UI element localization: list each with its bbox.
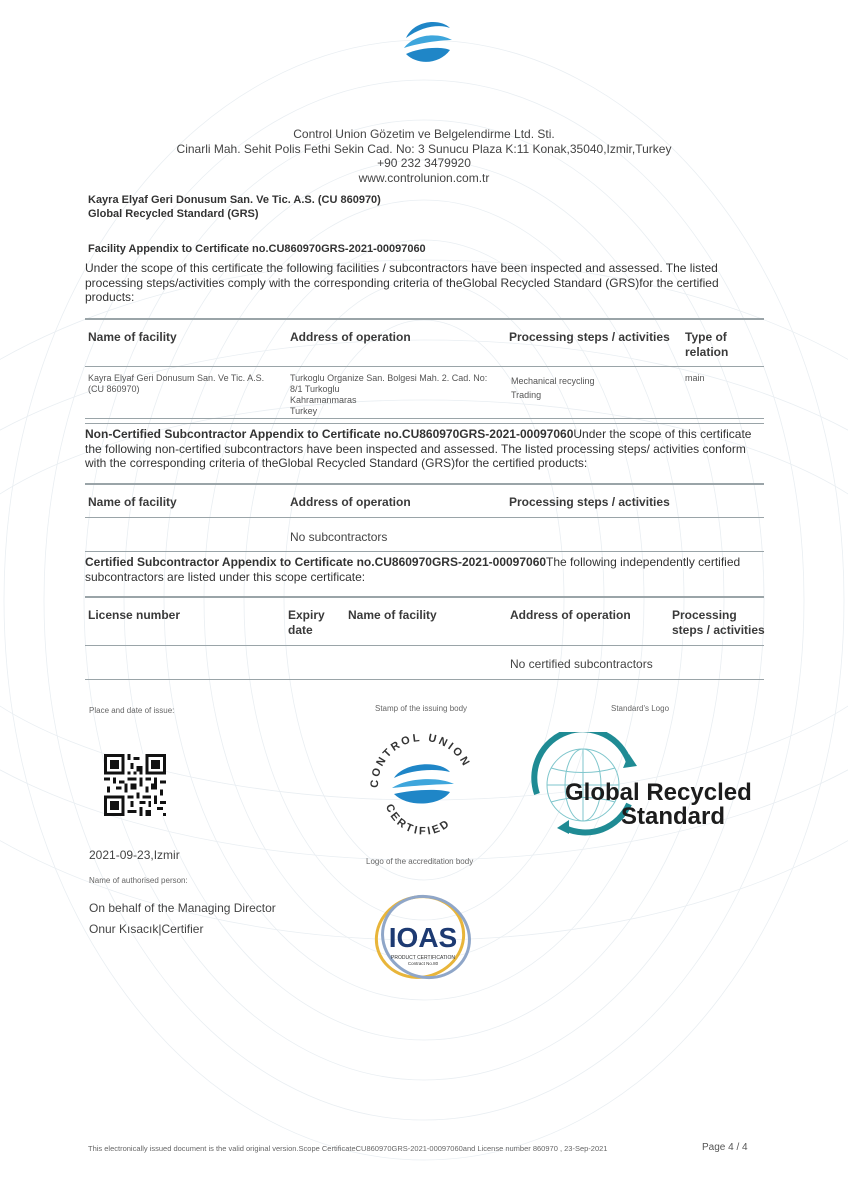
accreditation-label: Logo of the accreditation body: [366, 857, 474, 866]
col-header-expiry: Expiry date: [288, 608, 325, 637]
cert-appendix-text: subcontractors are listed under this scope certificate:: [85, 569, 366, 584]
col-header-relation: Type of relation: [685, 330, 729, 359]
no-certified-subcontractors-text: No certified subcontractors: [510, 657, 653, 671]
divider: [85, 483, 764, 485]
footer-text: This electronically issued document is the valid original version.Scope CertificateCU860970GRS-2021-00097060and License number 860970 , 23-Sep-2021: [88, 1144, 608, 1153]
address-line: Turkey: [290, 406, 318, 416]
control-union-certified-stamp: [364, 726, 479, 838]
issuer-phone: +90 232 3479920: [377, 156, 471, 170]
col-header-facility: Name of facility: [88, 330, 177, 344]
holder-name: Kayra Elyaf Geri Donusum San. Ve Tic. A.S. (CU 860970): [88, 194, 381, 206]
address-line: Turkoglu Organize San. Bolgesi Mah. 2. Cad. No:: [290, 373, 488, 383]
divider: [85, 418, 764, 419]
noncert-appendix-text: certificate the following non-certified subcontractors have been inspected and assessed. The listed processing steps/ activities conform with the corresponding criteria of theGlobal Recycled Standard (GRS)for the certified products:: [85, 427, 752, 470]
global-recycled-standard-logo: [525, 732, 765, 838]
col-header-license: License number: [88, 608, 181, 622]
divider: [85, 679, 764, 680]
col-header-steps: Processing steps / activities: [509, 495, 670, 509]
step-item: Trading: [511, 390, 542, 400]
issuer-website: www.controlunion.com.tr: [358, 170, 490, 185]
page-current: 4: [728, 1142, 734, 1153]
col-header-address: Address of operation: [510, 608, 631, 622]
page-number: [702, 1142, 748, 1153]
col-header-address: Address of operation: [290, 330, 411, 344]
address-line: 8/1 Turkoglu: [290, 384, 340, 394]
divider: [85, 318, 764, 320]
col-header-steps: Processing steps / activities: [509, 330, 670, 344]
divider: [85, 596, 764, 598]
noncert-appendix-title: Non-Certified Subcontractor Appendix to Certificate no.CU860970GRS-2021-00097060: [85, 427, 574, 441]
stamp-text-bottom: CERTIFIED: [382, 802, 454, 838]
row-facility-name: Kayra Elyaf Geri Donusum San. Ve Tic. A.S. (CU 860970): [88, 373, 265, 394]
divider: [85, 645, 764, 646]
svg-text:CERTIFIED: [383, 802, 453, 837]
divider: [85, 517, 764, 518]
stamp-label: Stamp of the issuing body: [375, 704, 468, 713]
step-item: Mechanical recycling: [511, 376, 595, 386]
certifier-name: Onur Kısacık|Certifier: [89, 922, 204, 936]
grs-line1: Global Recycled: [565, 779, 752, 806]
ioas-accreditation-logo: [370, 885, 476, 989]
noncert-appendix: [85, 427, 765, 471]
facility-appendix-text: Under the scope of this certificate the following facilities / subcontractors have been inspected and assessed. The listed processing steps/activities comply with the corresponding criteria of theGlobal Recycled Standard (GRS)for the certified products:: [85, 261, 719, 304]
row-steps: [511, 374, 595, 402]
page-total: 4: [742, 1142, 748, 1153]
on-behalf-text: On behalf of the Managing Director: [89, 901, 276, 915]
divider: [85, 366, 764, 367]
col-header-facility: Name of facility: [348, 608, 437, 622]
cert-appendix-title: Certified Subcontractor Appendix to Certificate no.CU860970GRS-2021-00097060: [85, 555, 547, 569]
qr-code-icon: [104, 754, 166, 816]
facility-appendix-title: Facility Appendix to Certificate no.CU860970GRS-2021-00097060: [88, 243, 426, 255]
place-date-value: 2021-09-23,Izmir: [89, 848, 180, 862]
divider: [85, 423, 764, 424]
ioas-sub-text1: PRODUCT CERTIFICATION: [391, 955, 455, 961]
stamp-text-top: CONTROL UNION: [368, 731, 473, 789]
address-line: Kahramanmaras: [290, 395, 357, 405]
issuer-name: Control Union Gözetim ve Belgelendirme Ltd. Sti.: [293, 127, 555, 141]
grs-line2: Standard: [621, 803, 726, 830]
issuer-address: Cinarli Mah. Sehit Polis Fethi Sekin Cad. No: 3 Sunucu Plaza K:11 Konak,35040,Izmir,Turkey: [176, 141, 672, 156]
control-union-logo-icon: [400, 14, 456, 70]
page-label: Page: [702, 1142, 726, 1153]
certificate-holder: [88, 193, 381, 221]
issuer-address-block: [0, 127, 848, 185]
row-address: [290, 373, 505, 417]
page-separator: /: [736, 1142, 740, 1153]
cert-appendix: [85, 555, 765, 584]
noncert-appendix-text-first: Under the scope of this: [573, 427, 697, 441]
col-header-facility: Name of facility: [88, 495, 177, 509]
no-subcontractors-text: No subcontractors: [290, 530, 388, 544]
ioas-sub-text2: Contract No.80: [407, 961, 439, 966]
authorised-person-label: Name of authorised person:: [89, 876, 188, 885]
row-relation: main: [685, 373, 705, 383]
standard-logo-label: Standard's Logo: [611, 704, 670, 713]
holder-standard: Global Recycled Standard (GRS): [88, 208, 259, 220]
place-date-label: Place and date of issue:: [89, 706, 175, 715]
col-header-steps: Processing steps / activities: [672, 608, 765, 637]
ioas-main-text: IOAS: [388, 922, 458, 953]
cert-appendix-text-first: The following independently certified: [546, 555, 741, 569]
col-header-address: Address of operation: [290, 495, 411, 509]
divider: [85, 551, 764, 552]
